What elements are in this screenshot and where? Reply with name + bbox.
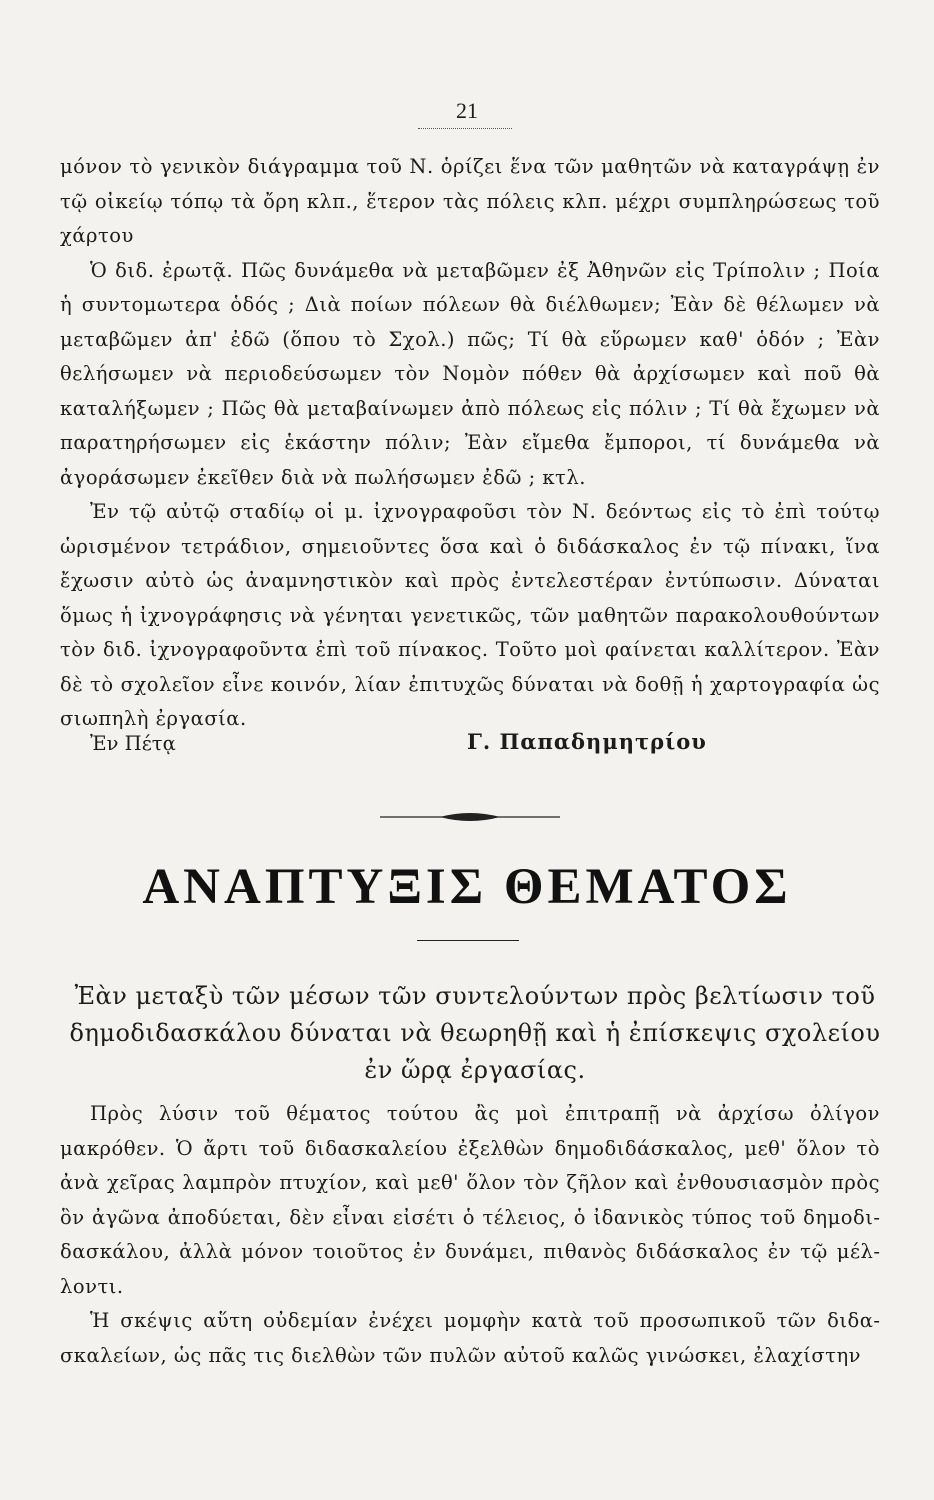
subtitle-text: Ἐὰν μεταξὺ τῶν μέσων τῶν συντελούντων πρὸς βελτίωσιν τοῦ δημοδιδασκάλου δύναται νὰ θεωρηθῇ καὶ ἡ ἐπίσκεψις σχολείου ἐν ὥρᾳ ἐργασίας. [69,982,881,1084]
title-rule [417,940,519,941]
paragraph-reflection: Ἡ σκέψις αὕτη οὐδεμίαν ἐνέχει μομφὴν κατὰ τοῦ προσωπικοῦ τῶν διδασκαλείων, ὡς πᾶς τις διελθὼν τῶν πυλῶν αὐτοῦ καλῶς γινώσκει, ἐλαχίστην [60,1309,880,1367]
paragraph-questions: Ὁ διδ. ἐρωτᾷ. Πῶς δυνάμεθα νὰ μεταβῶμεν ἐξ Ἀθηνῶν εἰς Τρίπολιν ; Ποία ἡ συντομωτερα ὁδός ; Διὰ ποίων πόλεων θὰ διέλθωμεν; Ἐὰν δὲ θέλωμεν νὰ μεταβῶμεν ἀπ' ἐδῶ (ὅπου τὸ Σχολ.) πῶς; Τί θὰ εὕρωμεν καθ' ὁδόν ; Ἐὰν θελήσωμεν νὰ περιοδεύσωμεν τὸν Νομὸν πόθεν θὰ ἀρχίσωμεν καὶ ποῦ θὰ καταλήξωμεν ; Πῶς θὰ μεταβαίνωμεν ἀπὸ πόλεως εἰς πόλιν ; Τί θὰ ἔχωμεν νὰ παρατηρήσωμεν εἰς ἑκάστην πόλιν; Ἐὰν εἴμεθα ἔμποροι, τί δυνάμεθα νὰ ἀγοράσωμεν ἐκεῖθεν διὰ νὰ πωλήσωμεν ἐδῶ ; κτλ. [60,258,880,489]
section-subtitle [60,978,890,1089]
signature-author: Γ. Παπαδημητρίου [467,729,707,754]
paragraph-solution: Πρὸς λύσιν τοῦ θέματος τούτου ἂς μοὶ ἐπιτραπῇ νὰ ἀρχίσω ὀλίγον μακρόθεν. Ὁ ἄρτι τοῦ διδασκαλείου ἐξελθὼν δημοδιδάσκαλος, μεθ' ὅλον τὸ ἀνὰ χεῖρας λαμπρὸν πτυχίον, καὶ μεθ' ὅλον τὸν ζῆλον καὶ ἐνθουσιασμὸν πρὸς ὃν ἀγῶνα ἀποδύεται, δὲν εἶναι εἰσέτι ὁ τέλειος, ὁ ἰδανικὸς τύπος τοῦ δημοδιδασκάλου, ἀλλὰ μόνον τοιοῦτος ἐν δυνάμει, πιθανὸς διδάσκαλος ἐν τῷ μέλλοντι. [60,1102,880,1298]
top-text-block [60,150,880,737]
paragraph-drawing: Ἐν τῷ αὐτῷ σταδίῳ οἱ μ. ἰχνογραφοῦσι τὸν Ν. δεόντως εἰς τὸ ἐπὶ τούτῳ ὡρισμένον τετράδιον, σημειοῦντες ὅσα καὶ ὁ διδάσκαλος ἐν τῷ πίνακι, ἵνα ἔχωσιν αὐτὸ ὡς ἀναμνηστικὸν καὶ πρὸς ἐντελεστέραν ἐντύπωσιν. Δύναται ὅμως ἡ ἰχνογράφησις νὰ γένηται γενετικῶς, τῶν μαθητῶν παρακολουθούντων τὸν διδ. ἰχνογραφοῦντα ἐπὶ τοῦ πίνακος. Τοῦτο μοὶ φαίνεται καλλίτερον. Ἐὰν δὲ τὸ σχολεῖον εἶνε κοινόν, λίαν ἐπιτυχῶς δύναται νὰ δοθῇ ἡ χαρτογραφία ὡς σιωπηλὴ ἐργασία. [60,500,880,730]
page-number: 21 [456,98,478,123]
bottom-text-block [60,1097,880,1373]
ornament-divider [380,810,560,824]
section-title: ΑΝΑΠΤΥΞΙΣ ΘΕΜΑΤΟΣ [142,859,792,915]
page-number-rule [418,128,512,129]
signature-place: Ἐν Πέτᾳ [90,732,176,755]
paragraph-continuation: μόνον τὸ γενικὸν διάγραμμα τοῦ Ν. ὁρίζει ἕνα τῶν μαθητῶν νὰ καταγράψῃ ἐν τῷ οἰκείῳ τόπῳ τὰ ὄρη κλπ., ἕτερον τὰς πόλεις κλπ. μέχρι συμπληρώσεως τοῦ χάρτου [60,155,880,247]
